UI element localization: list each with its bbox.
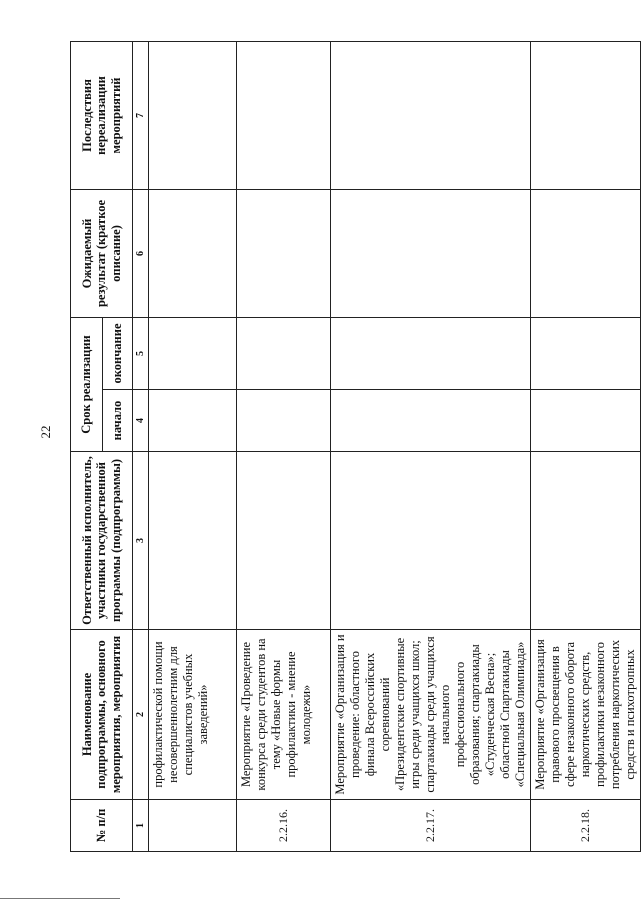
row-number: 2.2.17. [331, 800, 531, 852]
row-expected [531, 189, 641, 317]
row-start [237, 390, 331, 452]
row-expected [149, 189, 237, 317]
table-row [331, 41, 531, 851]
row-executor [331, 452, 531, 630]
row-consequences [237, 41, 331, 189]
program-measures-table [70, 41, 641, 852]
column-number: 1 [133, 800, 149, 852]
column-number: 4 [133, 390, 149, 452]
column-number: 7 [133, 41, 149, 189]
header-name: Наименование подпрограммы, основного мероприятия, мероприятия [71, 630, 133, 800]
row-executor [149, 452, 237, 630]
header-start: начало [103, 390, 133, 452]
row-expected [237, 189, 331, 317]
row-name: Мероприятие «Организация правового просвещения в сфере незаконного оборота наркотических средств, профилактики незаконного потребления наркотических средств и психотропных [531, 630, 641, 800]
row-number: 2.2.18. [531, 800, 641, 852]
column-number: 2 [133, 630, 149, 800]
table-row [237, 41, 331, 851]
row-consequences [149, 41, 237, 189]
row-start [331, 390, 531, 452]
row-executor [531, 452, 641, 630]
header-end: окончание [103, 317, 133, 389]
header-period: Срок реализации [71, 317, 103, 451]
row-number: 2.2.16. [237, 800, 331, 852]
column-number-row [133, 41, 149, 851]
column-number: 6 [133, 189, 149, 317]
row-end [331, 317, 531, 389]
header-num: № п/п [71, 800, 133, 852]
row-name: профилактической помощи несовершеннолетним для специалистов учебных заведений» [149, 630, 237, 800]
column-number: 5 [133, 317, 149, 389]
row-consequences [531, 41, 641, 189]
rotated-table-frame [70, 42, 637, 852]
row-name: Мероприятие «Проведение конкурса среди студентов на тему «Новые формы профилактики - мнение молодежи» [237, 630, 331, 800]
row-consequences [331, 41, 531, 189]
column-number: 3 [133, 452, 149, 630]
header-expected: Ожидаемый результат (краткое описание) [71, 189, 133, 317]
table-row [531, 41, 641, 851]
row-name: Мероприятие «Организация и проведение: областного финала Всероссийских соревнований «Президентские спортивные игры среди учащихся школ; спартакиады среди учащихся начального профессионального образования; спартакиады «Студенческая Весна»; областной Спартакиады «Специальная Олимпиада» [331, 630, 531, 800]
header-row [71, 41, 103, 851]
table-container [70, 42, 637, 852]
row-end [237, 317, 331, 389]
page-number: 22 [38, 425, 53, 439]
row-start [531, 390, 641, 452]
row-expected [331, 189, 531, 317]
footer-rule [0, 898, 120, 899]
row-executor [237, 452, 331, 630]
header-consequences: Последствия нереализации мероприятий [71, 41, 133, 189]
row-end [531, 317, 641, 389]
row-number [149, 800, 237, 852]
row-start [149, 390, 237, 452]
header-executor: Ответственный исполнитель, участники государственной программы (подпрограммы) [71, 452, 133, 630]
row-end [149, 317, 237, 389]
table-row [149, 41, 237, 851]
